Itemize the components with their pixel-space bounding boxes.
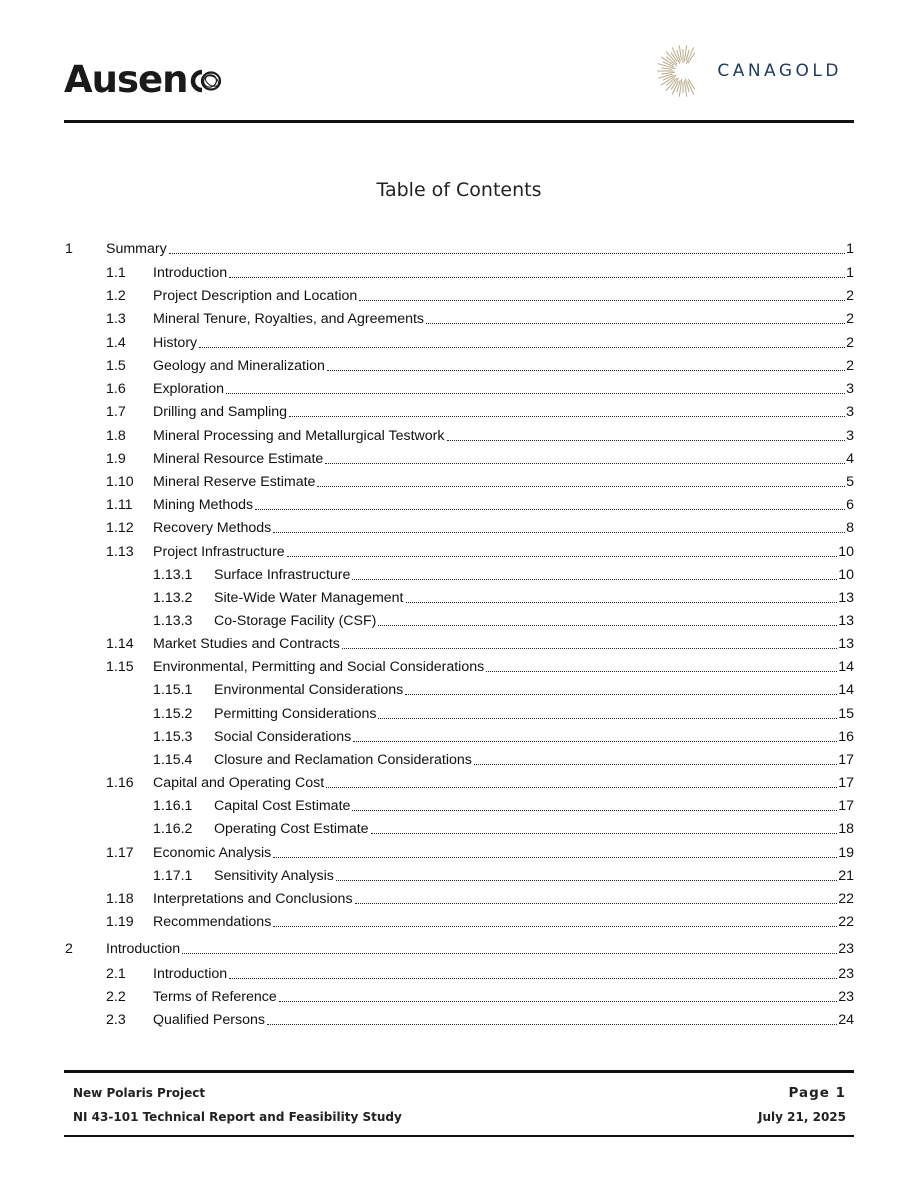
footer-page-number: Page 1	[788, 1085, 846, 1101]
toc-entry[interactable]	[64, 723, 854, 745]
toc-entry-page: 24	[838, 1012, 854, 1028]
toc-entry-label: Permitting Considerations	[214, 706, 377, 722]
footer-report-title: NI 43-101 Technical Report and Feasibility Study	[73, 1110, 402, 1124]
toc-entry-number: 1.17	[106, 845, 134, 861]
toc-entry[interactable]	[64, 630, 854, 652]
toc-entry-page: 22	[838, 891, 854, 907]
toc-entry[interactable]	[64, 983, 854, 1005]
toc-entry[interactable]	[64, 607, 854, 629]
toc-entry-label: Closure and Reclamation Considerations	[214, 752, 472, 768]
toc-dot-leader	[229, 977, 837, 979]
header-rule	[64, 120, 854, 123]
toc-entry[interactable]	[64, 769, 854, 791]
toc-entry-number: 1.15	[106, 659, 134, 675]
toc-entry[interactable]	[64, 259, 854, 281]
toc-entry-page: 19	[838, 845, 854, 861]
toc-entry-page: 21	[838, 868, 854, 884]
toc-entry[interactable]	[64, 329, 854, 351]
toc-dot-leader	[486, 670, 837, 672]
toc-entry-label: Recommendations	[153, 914, 272, 930]
toc-entry-number: 1.15.3	[153, 729, 193, 745]
footer-date: July 21, 2025	[758, 1110, 846, 1124]
toc-entry[interactable]	[64, 885, 854, 907]
toc-dot-leader	[371, 832, 838, 834]
toc-entry[interactable]	[64, 935, 854, 957]
toc-dot-leader	[405, 693, 837, 695]
toc-entry-number: 1.11	[106, 497, 133, 513]
toc-entry-number: 1.15.1	[153, 682, 193, 698]
toc-entry[interactable]	[64, 792, 854, 814]
toc-entry-page: 22	[838, 914, 854, 930]
toc-entry-label: Site-Wide Water Management	[214, 590, 404, 606]
toc-entry-page: 2	[846, 311, 854, 327]
toc-entry-page: 18	[838, 821, 854, 837]
toc-dot-leader	[426, 322, 845, 324]
toc-entry-number: 1.13.3	[153, 613, 193, 629]
toc-entry[interactable]	[64, 375, 854, 397]
toc-entry-page: 3	[846, 381, 854, 397]
toc-entry-label: Co-Storage Facility (CSF)	[214, 613, 377, 629]
toc-entry-number: 1.13	[106, 544, 134, 560]
toc-entry-number: 1.9	[106, 451, 126, 467]
toc-entry-page: 13	[838, 613, 854, 629]
toc-entry-number: 1.1	[106, 265, 126, 281]
toc-entry-number: 1.16.2	[153, 821, 193, 837]
toc-entry-label: Mineral Resource Estimate	[153, 451, 324, 467]
toc-entry-page: 2	[846, 335, 854, 351]
toc-dot-leader	[226, 392, 845, 394]
toc-dot-leader	[325, 462, 845, 464]
toc-entry-label: History	[153, 335, 198, 351]
toc-entry-number: 1.3	[106, 311, 126, 327]
page-header	[64, 40, 854, 122]
toc-entry-page: 17	[838, 798, 854, 814]
toc-entry-label: Introduction	[106, 941, 181, 957]
toc-entry-label: Geology and Mineralization	[153, 358, 325, 374]
toc-entry-label: Summary	[106, 241, 167, 257]
toc-entry-number: 1.7	[106, 404, 126, 420]
toc-dot-leader	[353, 740, 837, 742]
toc-entry-page: 3	[846, 428, 854, 444]
toc-entry-number: 1.4	[106, 335, 126, 351]
toc-entry-number: 1.12	[106, 520, 134, 536]
canagold-sun-icon	[651, 40, 711, 102]
toc-dot-leader	[267, 1023, 837, 1025]
toc-entry-page: 2	[846, 358, 854, 374]
toc-entry-number: 1.15.2	[153, 706, 193, 722]
toc-entry[interactable]	[64, 676, 854, 698]
toc-dot-leader	[474, 763, 837, 765]
toc-dot-leader	[342, 647, 837, 649]
toc-entry-page: 23	[838, 941, 854, 957]
toc-entry-label: Project Description and Location	[153, 288, 358, 304]
canagold-logo	[651, 40, 842, 102]
canagold-logo-text: CANAGOLD	[717, 61, 842, 81]
footer-rule-top	[64, 1070, 854, 1073]
toc-entry-label: Market Studies and Contracts	[153, 636, 340, 652]
toc-entry[interactable]	[64, 700, 854, 722]
toc-entry-page: 3	[846, 404, 854, 420]
toc-entry[interactable]	[64, 1006, 854, 1028]
toc-entry[interactable]	[64, 282, 854, 304]
ausenco-logo-text: Ausen	[64, 58, 188, 101]
toc-entry-label: Project Infrastructure	[153, 544, 285, 560]
toc-dot-leader	[327, 369, 845, 371]
toc-entry-label: Mineral Tenure, Royalties, and Agreements	[153, 311, 425, 327]
toc-entry[interactable]	[64, 653, 854, 675]
toc-entry-label: Economic Analysis	[153, 845, 272, 861]
toc-entry-label: Drilling and Sampling	[153, 404, 288, 420]
toc-dot-leader	[169, 252, 845, 254]
footer-project-name: New Polaris Project	[73, 1086, 206, 1100]
toc-entry-number: 1	[65, 241, 73, 257]
toc-entry[interactable]	[64, 491, 854, 513]
toc-dot-leader	[229, 276, 845, 278]
toc-dot-leader	[273, 856, 837, 858]
toc-entry-number: 1.14	[106, 636, 134, 652]
toc-entry-page: 13	[838, 636, 854, 652]
toc-entry-label: Mineral Reserve Estimate	[153, 474, 316, 490]
toc-entry-label: Introduction	[153, 966, 228, 982]
toc-entry-page: 6	[846, 497, 854, 513]
toc-dot-leader	[273, 925, 837, 927]
toc-entry[interactable]	[64, 468, 854, 490]
toc-entry[interactable]	[64, 352, 854, 374]
toc-entry-page: 1	[846, 265, 854, 281]
toc-entry-label: Recovery Methods	[153, 520, 272, 536]
toc-entry-page: 23	[838, 966, 854, 982]
toc-entry-number: 1.5	[106, 358, 126, 374]
toc-entry-page: 10	[838, 567, 854, 583]
toc-entry-page: 16	[838, 729, 854, 745]
toc-entry[interactable]	[64, 422, 854, 444]
toc-entry-page: 23	[838, 989, 854, 1005]
toc-entry[interactable]	[64, 746, 854, 768]
toc-entry-number: 1.10	[106, 474, 134, 490]
toc-entry-page: 17	[838, 752, 854, 768]
toc-dot-leader	[447, 439, 846, 441]
toc-entry-label: Exploration	[153, 381, 224, 397]
toc-entry[interactable]	[64, 561, 854, 583]
toc-entry-page: 15	[838, 706, 854, 722]
toc-entry-number: 1.8	[106, 428, 126, 444]
toc-entry[interactable]	[64, 839, 854, 861]
toc-dot-leader	[326, 786, 837, 788]
toc-dot-leader	[317, 485, 845, 487]
toc-entry-number: 1.15.4	[153, 752, 193, 768]
toc-entry-label: Terms of Reference	[153, 989, 277, 1005]
toc-entry-label: Capital and Operating Cost	[153, 775, 325, 791]
toc-dot-leader	[355, 902, 838, 904]
toc-dot-leader	[289, 415, 845, 417]
toc-entry-number: 1.2	[106, 288, 126, 304]
toc-entry[interactable]	[64, 815, 854, 837]
toc-dot-leader	[182, 952, 837, 954]
toc-entry[interactable]	[64, 584, 854, 606]
toc-entry[interactable]	[64, 538, 854, 560]
toc-entry-number: 1.18	[106, 891, 134, 907]
toc-entry[interactable]	[64, 514, 854, 536]
toc-entry-label: Capital Cost Estimate	[214, 798, 351, 814]
toc-entry-label: Surface Infrastructure	[214, 567, 351, 583]
toc-dot-leader	[378, 717, 837, 719]
toc-entry-number: 1.17.1	[153, 868, 193, 884]
toc-entry-label: Mineral Processing and Metallurgical Testwork	[153, 428, 445, 444]
toc-dot-leader	[352, 578, 837, 580]
toc-entry-number: 1.16.1	[153, 798, 193, 814]
toc-entry-label: Qualified Persons	[153, 1012, 265, 1028]
toc-entry-number: 2.1	[106, 966, 126, 982]
toc-entry-number: 2.3	[106, 1012, 126, 1028]
toc-entry-label: Introduction	[153, 265, 228, 281]
toc-entry[interactable]	[64, 445, 854, 467]
toc-entry-page: 17	[838, 775, 854, 791]
toc-entry-page: 5	[846, 474, 854, 490]
ausenco-co-swirl-icon	[188, 60, 222, 86]
toc-entry-label: Operating Cost Estimate	[214, 821, 369, 837]
toc-dot-leader	[273, 531, 845, 533]
toc-entry-page: 2	[846, 288, 854, 304]
toc-entry-label: Mining Methods	[153, 497, 254, 513]
toc-entry-page: 1	[846, 241, 854, 257]
toc-entry-number: 1.6	[106, 381, 126, 397]
toc-dot-leader	[352, 809, 837, 811]
toc-entry-number: 2	[65, 941, 73, 957]
toc-entry-page: 13	[838, 590, 854, 606]
toc-entry-number: 1.19	[106, 914, 134, 930]
toc-entry-page: 14	[838, 682, 854, 698]
toc-entry[interactable]	[64, 960, 854, 982]
toc-entry[interactable]	[64, 305, 854, 327]
toc-entry-number: 2.2	[106, 989, 126, 1005]
toc-entry[interactable]	[64, 235, 854, 257]
toc-title: Table of Contents	[376, 179, 542, 201]
ausenco-logo	[64, 58, 222, 101]
footer-rule-bottom	[64, 1135, 854, 1137]
toc-entry-page: 8	[846, 520, 854, 536]
toc-entry-label: Environmental Considerations	[214, 682, 404, 698]
toc-entry-label: Environmental, Permitting and Social Considerations	[153, 659, 485, 675]
toc-entry-label: Interpretations and Conclusions	[153, 891, 353, 907]
toc-dot-leader	[255, 508, 845, 510]
toc-dot-leader	[359, 299, 845, 301]
toc-dot-leader	[406, 601, 838, 603]
toc-entry-page: 14	[838, 659, 854, 675]
toc-entry-number: 1.16	[106, 775, 134, 791]
toc-entry-number: 1.13.1	[153, 567, 193, 583]
toc-entry-page: 10	[838, 544, 854, 560]
toc-dot-leader	[378, 624, 837, 626]
toc-dot-leader	[287, 555, 838, 557]
toc-entry[interactable]	[64, 908, 854, 930]
toc-entry-label: Sensitivity Analysis	[214, 868, 334, 884]
toc-dot-leader	[199, 346, 845, 348]
toc-entry[interactable]	[64, 398, 854, 420]
toc-entry-page: 4	[846, 451, 854, 467]
toc-dot-leader	[279, 1000, 837, 1002]
toc-dot-leader	[336, 879, 837, 881]
toc-entry-number: 1.13.2	[153, 590, 193, 606]
toc-entry[interactable]	[64, 862, 854, 884]
toc-entry-label: Social Considerations	[214, 729, 352, 745]
